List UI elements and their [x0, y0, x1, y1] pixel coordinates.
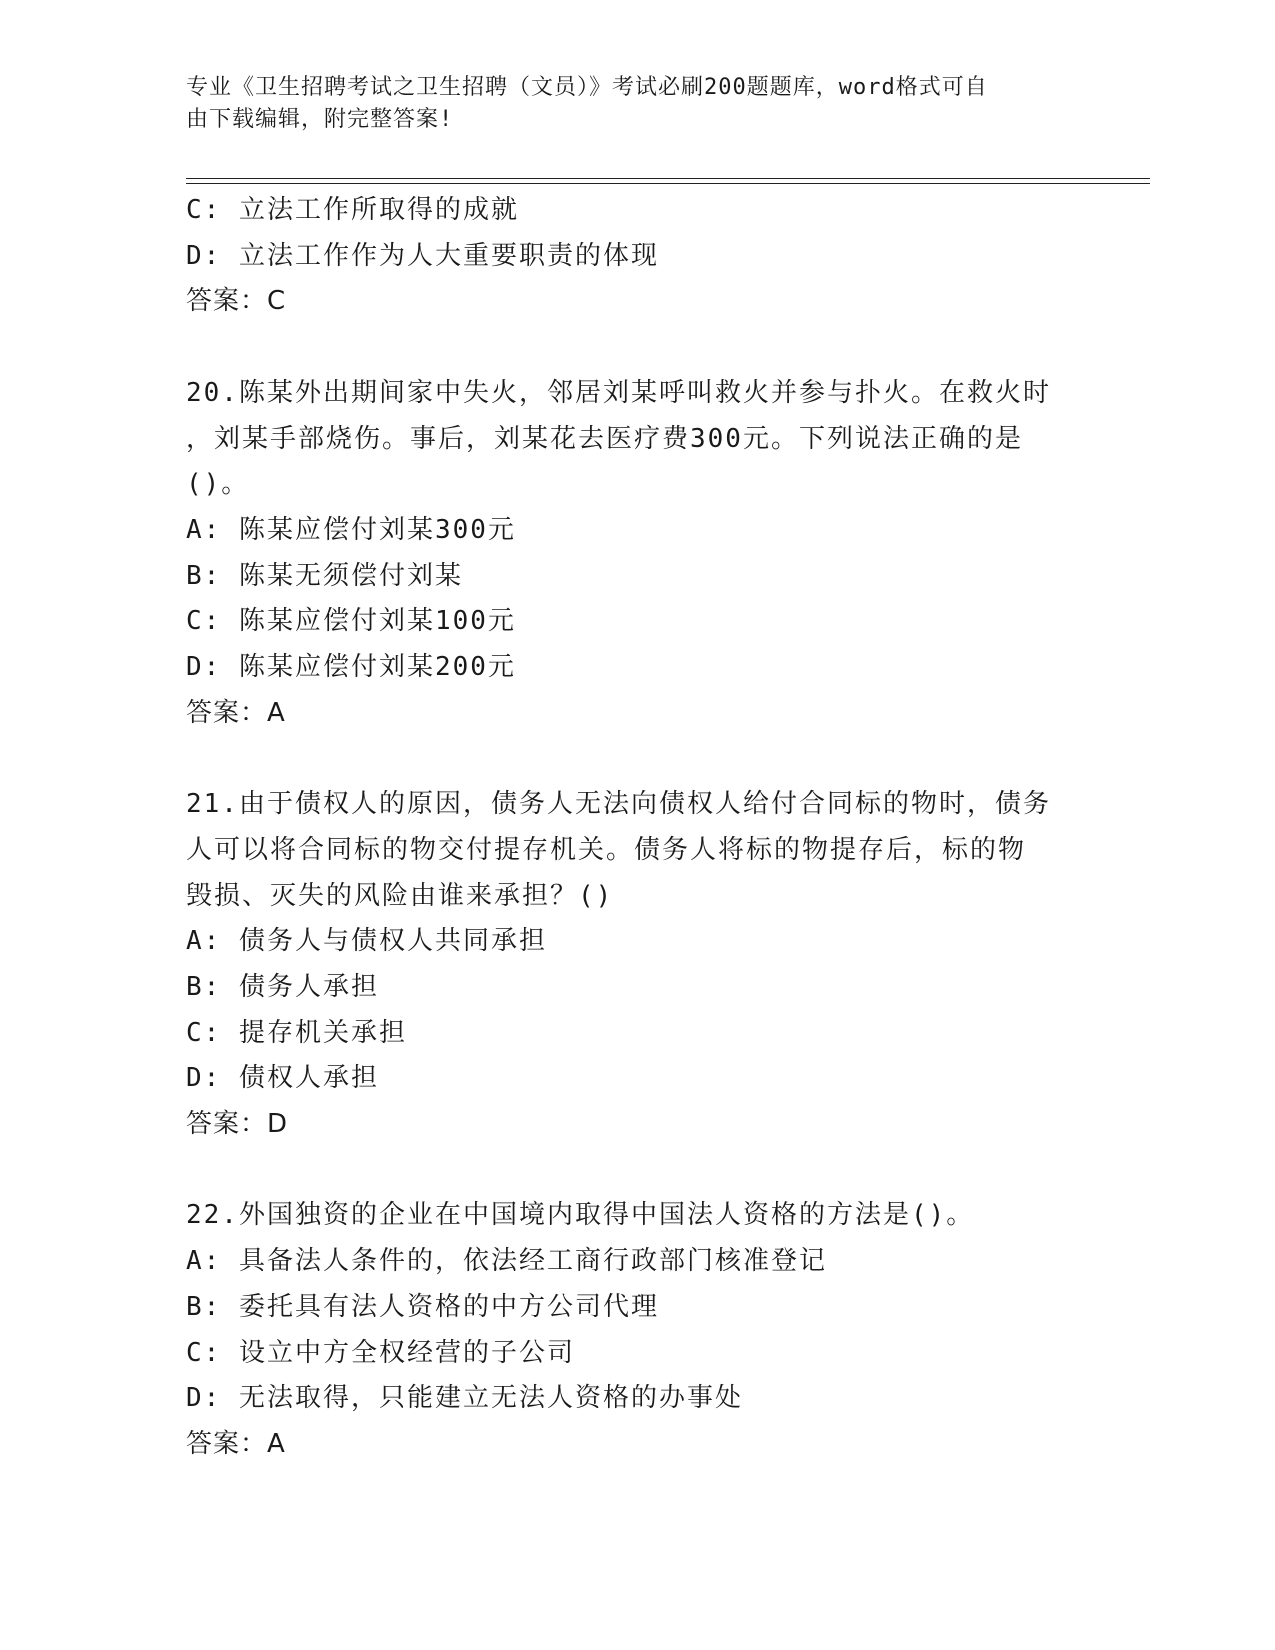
question-21: [186, 782, 1086, 1148]
spacer: [186, 325, 1086, 371]
answer-line: 答案：D: [186, 1109, 289, 1140]
option-d: D: 陈某应偿付刘某200元: [186, 652, 516, 683]
header-line-2: 由下载编辑，附完整答案!: [186, 107, 454, 132]
answer-line: 答案：A: [186, 697, 286, 728]
header-divider-bottom: [186, 183, 1150, 184]
question-list: [186, 188, 1086, 1468]
option-a: A: 具备法人条件的，依法经工商行政部门核准登记: [186, 1246, 827, 1277]
option-c: C: 设立中方全权经营的子公司: [186, 1337, 575, 1368]
question-stem-line: 毁损、灭失的风险由谁来承担？(): [186, 880, 614, 911]
question-stem-line: ，刘某手部烧伤。事后，刘某花去医疗费300元。下列说法正确的是: [186, 423, 1023, 454]
option-a: A: 债务人与债权人共同承担: [186, 926, 547, 957]
option-c: C: 陈某应偿付刘某100元: [186, 606, 516, 637]
option-b: B: 委托具有法人资格的中方公司代理: [186, 1291, 659, 1322]
header-divider-top: [186, 178, 1150, 179]
option-b: B: 债务人承担: [186, 971, 379, 1002]
document-header: [186, 72, 1066, 136]
question-stem-line: ()。: [186, 469, 250, 500]
spacer: [186, 1148, 1086, 1194]
option-b: B: 陈某无须偿付刘某: [186, 560, 463, 591]
answer-line: 答案：A: [186, 1428, 286, 1459]
answer-line: 答案：C: [186, 286, 287, 317]
question-carryover: [186, 188, 1086, 325]
question-20: [186, 371, 1086, 737]
option-c: C: 提存机关承担: [186, 1017, 407, 1048]
header-line-1: 专业《卫生招聘考试之卫生招聘（文员）》考试必刷200题题库，word格式可自: [186, 75, 988, 100]
question-22: [186, 1193, 1086, 1467]
question-stem-line: 22.外国独资的企业在中国境内取得中国法人资格的方法是()。: [186, 1200, 975, 1231]
option-d: D: 立法工作作为人大重要职责的体现: [186, 240, 659, 271]
option-d: D: 债权人承担: [186, 1063, 379, 1094]
question-stem-line: 20.陈某外出期间家中失火，邻居刘某呼叫救火并参与扑火。在救火时: [186, 377, 1051, 408]
option-c: C: 立法工作所取得的成就: [186, 195, 519, 225]
option-a: A: 陈某应偿付刘某300元: [186, 514, 516, 545]
question-stem-line: 21.由于债权人的原因，债务人无法向债权人给付合同标的物时，债务: [186, 789, 1051, 820]
option-d: D: 无法取得，只能建立无法人资格的办事处: [186, 1383, 743, 1414]
question-stem-line: 人可以将合同标的物交付提存机关。债务人将标的物提存后，标的物: [186, 834, 1027, 865]
spacer: [186, 736, 1086, 782]
